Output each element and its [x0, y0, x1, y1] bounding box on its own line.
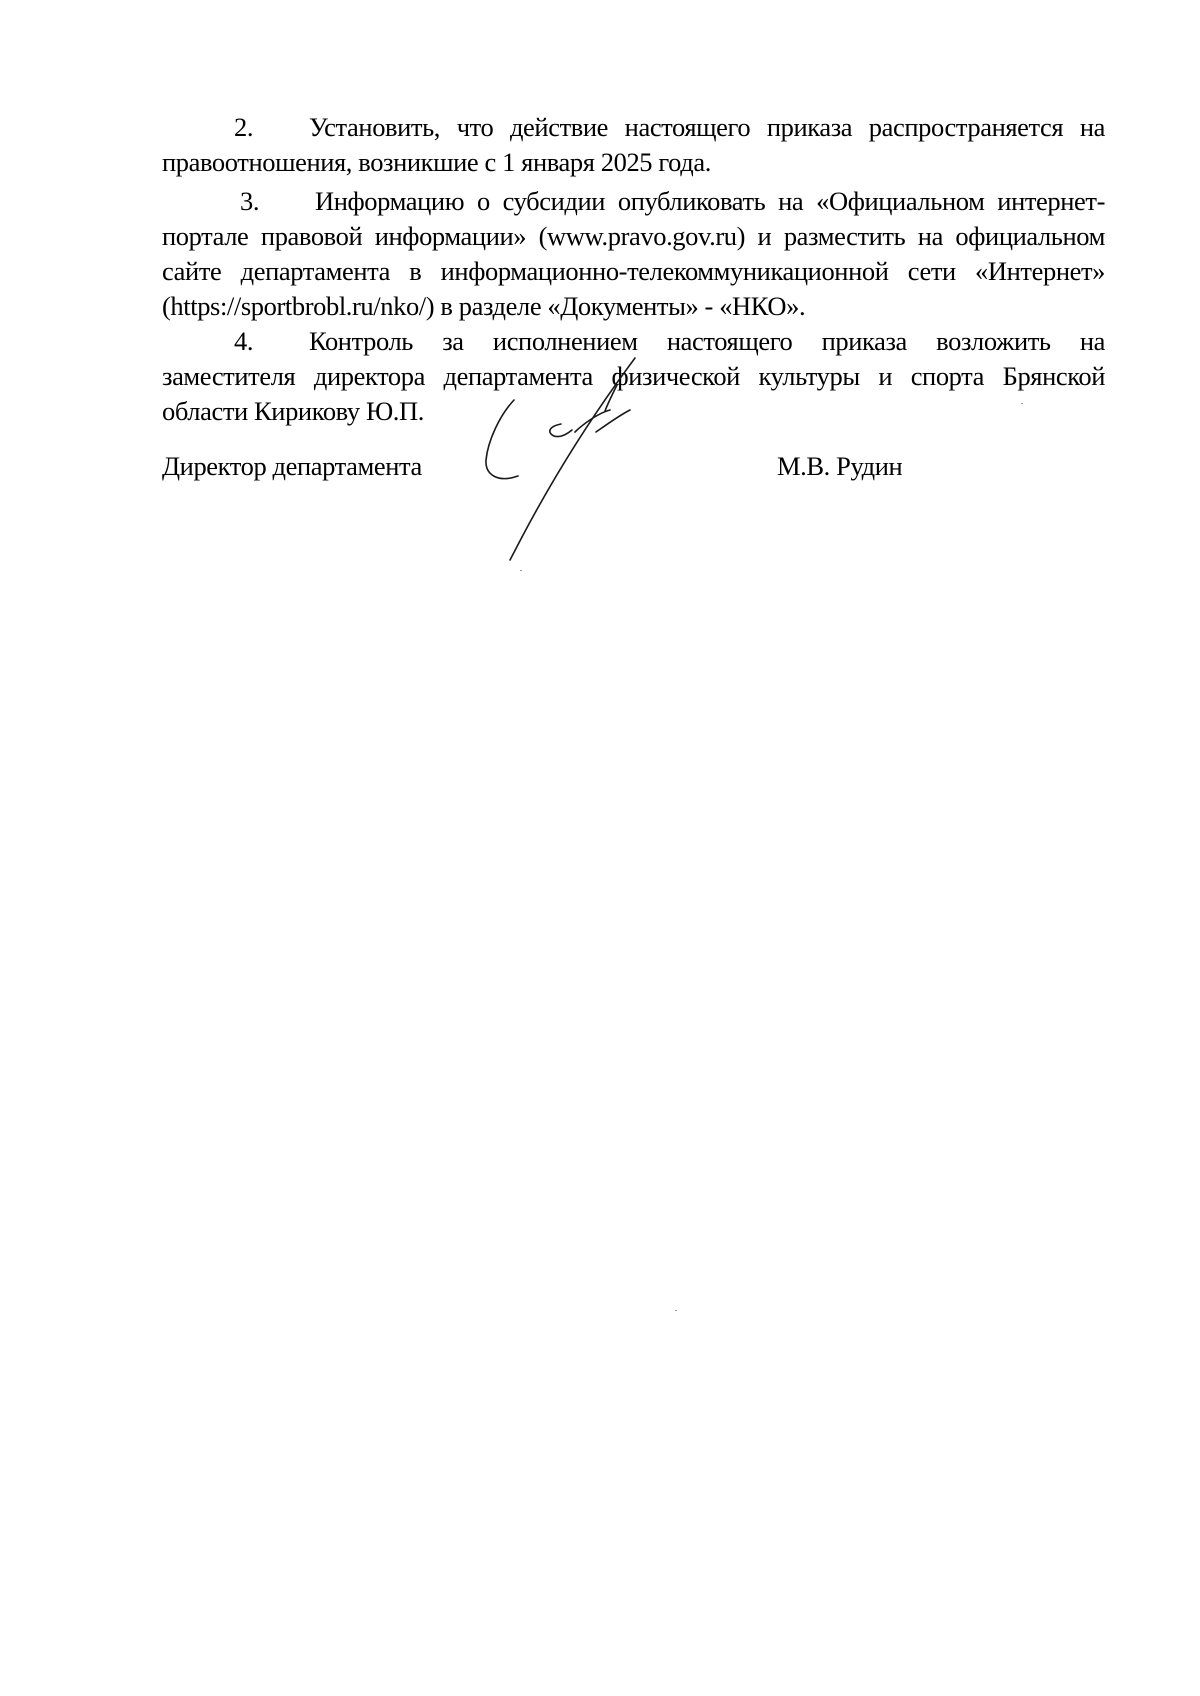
paragraph-3 [162, 184, 1105, 324]
paragraph-text: Установить, что действие настоящего приказа распространяется на правоотношения, возникшие с 1 января 2025 года. [162, 112, 1105, 177]
paragraph-number: 2. [234, 112, 254, 142]
paragraph-2 [162, 110, 1105, 180]
paragraph-number: 3. [240, 186, 260, 216]
signatory-name: М.В. Рудин [777, 451, 903, 481]
paragraph-number: 4. [234, 326, 254, 356]
paragraph-text: Контроль за исполнением настоящего приказа возложить на заместителя директора департамента физической культуры и спорта Брянской области Кирикову Ю.П. [162, 326, 1105, 426]
handwritten-signature [470, 355, 700, 585]
scan-speck [1021, 403, 1023, 404]
scan-speck [520, 570, 522, 571]
paragraph-text: Информацию о субсидии опубликовать на «Официальном интернет-портале правовой информации» (www.pravo.gov.ru) и разместить на официальном сайте департамента в информационно-телекоммуникационной сети «Интернет» (https://sportbrobl.ru/nko/) в разделе «Документы» - «НКО». [162, 186, 1105, 321]
signatory-position: Директор департамента [162, 451, 422, 481]
scan-speck [675, 1310, 677, 1311]
